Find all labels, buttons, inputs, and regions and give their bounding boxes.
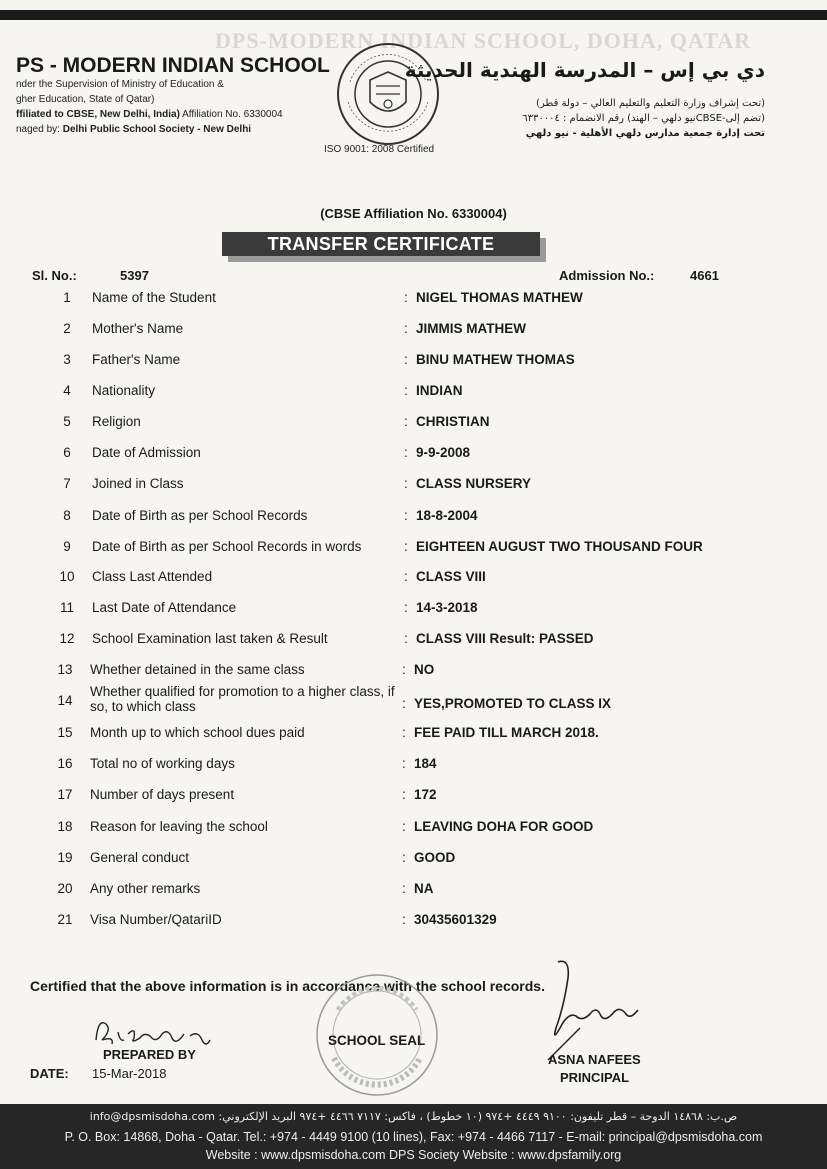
footer [0, 1104, 827, 1169]
document-title: TRANSFER CERTIFICATE [222, 232, 540, 256]
watermark-text: DPS-MODERN INDIAN SCHOOL, DOHA, QATAR [215, 28, 752, 53]
field-row [50, 819, 770, 847]
field-label: Father's Name [92, 352, 181, 367]
footer-contact: P. O. Box: 14868, Doha - Qatar. Tel.: +974 - 4449 9100 (10 lines), Fax: +974 - 4466 7117 - E-mail: principal@dpsmisdoha.com [64, 1130, 763, 1144]
school-detail-line [16, 79, 224, 90]
arabic-line-1: (تحت إشراف وزارة التعليم والتعليم العالي – دولة قطر) [535, 98, 765, 109]
field-row [52, 290, 772, 318]
field-label: Total no of working days [90, 756, 235, 771]
field-value: NA [414, 881, 434, 896]
date-label: DATE: [30, 1066, 69, 1081]
detail-text: Affiliation No. 6330004 [179, 109, 283, 120]
arabic-line-2: (تضم إلى-CBSEنيو دلهي – الهند) رقم الانضمام : ٦٣٣٠٠٠٤ [522, 113, 765, 124]
field-label: Last Date of Attendance [92, 600, 237, 615]
field-row [52, 445, 772, 473]
field-number: 13 [57, 662, 73, 677]
field-label: Class Last Attended [92, 569, 213, 584]
field-separator: : [402, 756, 406, 771]
field-row [52, 569, 772, 597]
field-value: FEE PAID TILL MARCH 2018. [414, 725, 599, 740]
field-row [52, 414, 772, 442]
field-separator: : [402, 819, 406, 834]
admission-label: Admission No.: [559, 268, 655, 283]
school-name: PS - MODERN INDIAN SCHOOL [16, 54, 330, 77]
field-row [50, 881, 770, 909]
field-row [52, 476, 772, 504]
field-label: Whether qualified for promotion to a higher class, if so, to which class [90, 684, 395, 714]
field-value: CLASS NURSERY [416, 476, 532, 491]
field-label: Religion [92, 414, 141, 429]
field-value: 14-3-2018 [416, 600, 478, 615]
field-number: 21 [57, 912, 73, 927]
field-separator: : [404, 569, 408, 584]
field-row [50, 756, 770, 784]
field-row [52, 321, 772, 349]
field-label: Reason for leaving the school [90, 819, 268, 834]
field-value: 30435601329 [414, 912, 497, 927]
detail-prefix: naged by: [16, 124, 63, 135]
field-label: Any other remarks [90, 881, 201, 896]
date-value: 15-Mar-2018 [92, 1066, 167, 1081]
field-separator: : [402, 912, 406, 927]
school-detail-line [16, 109, 283, 120]
field-value: CLASS VIII Result: PASSED [416, 631, 594, 646]
field-number: 1 [63, 290, 71, 305]
field-label: Month up to which school dues paid [90, 725, 305, 740]
field-separator: : [404, 445, 408, 460]
field-value: LEAVING DOHA FOR GOOD [414, 819, 594, 834]
field-value: YES,PROMOTED TO CLASS IX [414, 696, 612, 711]
field-separator: : [404, 414, 408, 429]
field-number: 19 [57, 850, 73, 865]
field-value: GOOD [414, 850, 456, 865]
field-value: 172 [414, 787, 437, 802]
footer-websites: Website : www.dpsmisdoha.com DPS Society Website : www.dpsfamily.org [205, 1148, 622, 1162]
field-number: 5 [63, 414, 71, 429]
field-row [52, 539, 772, 567]
field-separator: : [402, 850, 406, 865]
iso-certification: ISO 9001: 2008 Certified [324, 144, 435, 155]
admission-number: 4661 [690, 268, 719, 283]
field-label: School Examination last taken & Result [92, 631, 328, 646]
field-separator: : [404, 631, 408, 646]
principal-title: PRINCIPAL [560, 1070, 630, 1085]
prepared-by-label: PREPARED BY [103, 1047, 196, 1062]
field-number: 4 [63, 383, 71, 398]
field-number: 18 [57, 819, 73, 834]
field-label: Whether detained in the same class [90, 662, 305, 677]
field-label: Mother's Name [92, 321, 184, 336]
field-number: 7 [63, 476, 71, 491]
field-row [50, 787, 770, 815]
field-number: 8 [63, 508, 71, 523]
field-value: JIMMIS MATHEW [416, 321, 526, 336]
field-value: CHRISTIAN [416, 414, 490, 429]
field-number: 9 [63, 539, 71, 554]
field-label: Visa Number/QatariID [90, 912, 222, 927]
field-label: Name of the Student [92, 290, 216, 305]
field-value: CLASS VIII [416, 569, 486, 584]
field-label: Date of Birth as per School Records in words [92, 539, 362, 554]
field-separator: : [404, 539, 408, 554]
arabic-line-3: تحت إدارة جمعية مدارس دلهي الأهلية - نيو دلهي [525, 128, 765, 139]
field-number: 11 [59, 600, 74, 615]
field-value: 18-8-2004 [416, 508, 478, 523]
field-label: Joined in Class [92, 476, 184, 491]
field-label: Date of Birth as per School Records [92, 508, 308, 523]
school-detail-line [16, 94, 154, 105]
field-number: 17 [57, 787, 73, 802]
field-value: EIGHTEEN AUGUST TWO THOUSAND FOUR [416, 539, 703, 554]
field-separator: : [402, 696, 406, 711]
field-number: 2 [63, 321, 71, 336]
arabic-school-name: دي بي إس – المدرسة الهندية الحديثة [404, 58, 765, 82]
field-separator: : [404, 321, 408, 336]
field-label: Nationality [92, 383, 156, 398]
field-number: 14 [57, 693, 73, 708]
field-number: 15 [57, 725, 73, 740]
field-separator: : [404, 383, 408, 398]
field-row [50, 725, 770, 753]
school-seal-label: SCHOOL SEAL [328, 1033, 426, 1048]
field-value: 184 [414, 756, 437, 771]
serial-number: 5397 [120, 268, 149, 283]
field-number: 3 [63, 352, 71, 367]
field-separator: : [402, 787, 406, 802]
field-row [52, 600, 772, 628]
field-separator: : [402, 881, 406, 896]
field-separator: : [404, 290, 408, 305]
detail-text: nder the Supervision of Ministry of Education & [16, 79, 224, 90]
field-separator: : [404, 600, 408, 615]
school-detail-line [16, 124, 251, 135]
field-number: 16 [57, 756, 73, 771]
field-row [52, 352, 772, 380]
detail-bold: ffiliated to CBSE, New Delhi, India) [16, 109, 180, 120]
field-value: 9-9-2008 [416, 445, 471, 460]
footer-arabic-contact: ص.ب: ١٤٨٦٨ الدوحة – قطر تليفون: ٩١٠٠ ٤٤٤٩ +٩٧٤ (١٠ خطوط) ، فاكس: ٧١١٧ ٤٤٦٦ +٩٧٤ البريد الإلكتروني: info@dpsmisdoha.com [89, 1110, 738, 1123]
field-separator: : [404, 508, 408, 523]
field-number: 10 [59, 569, 75, 584]
serial-label: Sl. No.: [32, 268, 77, 283]
field-row [50, 912, 770, 940]
field-number: 12 [59, 631, 75, 646]
field-label: Number of days present [90, 787, 235, 802]
field-value: INDIAN [416, 383, 463, 398]
field-number: 6 [63, 445, 71, 460]
field-value: NO [414, 662, 435, 677]
detail-text: gher Education, State of Qatar) [16, 94, 155, 105]
field-row [52, 508, 772, 536]
field-separator: : [404, 352, 408, 367]
field-value: BINU MATHEW THOMAS [416, 352, 575, 367]
field-row [50, 686, 770, 714]
field-label: General conduct [90, 850, 190, 865]
field-row [52, 631, 772, 659]
detail-bold: Delhi Public School Society - New Delhi [62, 124, 252, 135]
field-separator: : [402, 662, 406, 677]
field-separator: : [404, 476, 408, 491]
field-separator: : [402, 725, 406, 740]
field-row [52, 383, 772, 411]
field-label: Date of Admission [92, 445, 201, 460]
cbse-affiliation: (CBSE Affiliation No. 6330004) [320, 206, 507, 221]
certification-statement: Certified that the above information is in accordance with the school records. [30, 978, 545, 994]
field-number: 20 [57, 881, 73, 896]
top-border [0, 10, 827, 20]
field-value: NIGEL THOMAS MATHEW [416, 290, 583, 305]
principal-name: ASNA NAFEES [548, 1052, 641, 1067]
field-row [50, 850, 770, 878]
